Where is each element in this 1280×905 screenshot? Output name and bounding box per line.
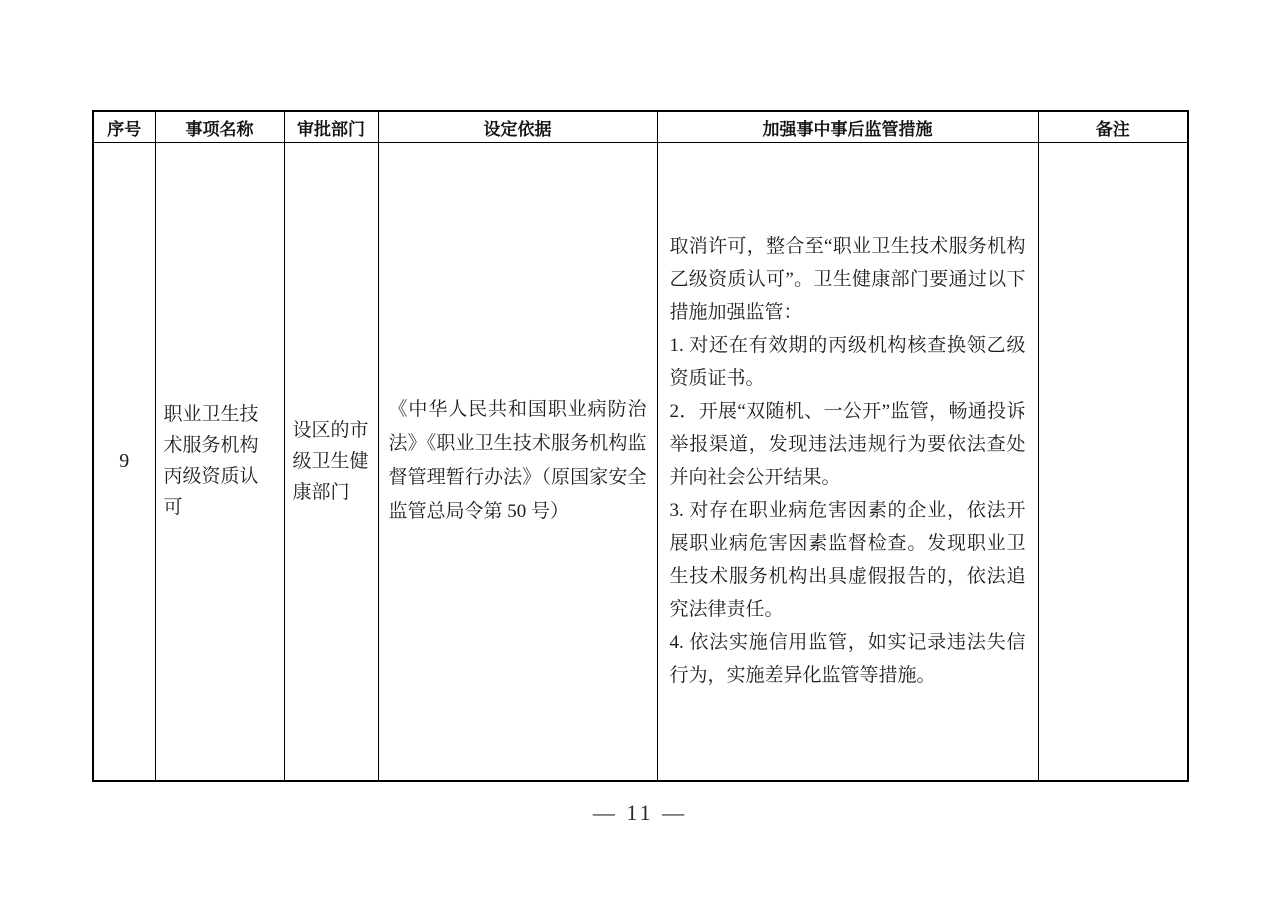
measure-paragraph: 2．开展“双随机、一公开”监管，畅通投诉举报渠道，发现违法违规行为要依法查处并向社会公开结果。 <box>669 401 1026 489</box>
measure-paragraph: 3. 对存在职业病危害因素的企业，依法开展职业病危害因素监督检查。发现职业卫生技术服务机构出具虚假报告的，依法追究法律责任。 <box>669 500 1026 621</box>
table-header-row <box>93 111 1188 143</box>
measure-paragraph: 取消许可，整合至“职业卫生技术服务机构乙级资质认可”。卫生健康部门要通过以下措施加强监管： <box>669 236 1026 324</box>
measure-paragraph: 4. 依法实施信用监管，如实记录违法失信行为，实施差异化监管等措施。 <box>669 632 1026 687</box>
header-item-name: 事项名称 <box>155 111 284 143</box>
cell-legal-basis: 《中华人民共和国职业病防治法》《职业卫生技术服务机构监督管理暂行办法》（原国家安全监管总局令第 50 号） <box>378 143 657 781</box>
header-legal-basis: 设定依据 <box>378 111 657 143</box>
cell-seq: 9 <box>93 143 155 781</box>
cell-item-name: 职业卫生技术服务机构丙级资质认可 <box>155 143 284 781</box>
header-seq: 序号 <box>93 111 155 143</box>
table-row <box>93 143 1188 781</box>
cell-remark <box>1038 143 1188 781</box>
page-number: — 11 — <box>592 800 688 825</box>
approval-items-table <box>92 110 1189 782</box>
header-remark: 备注 <box>1038 111 1188 143</box>
cell-approval-dept: 设区的市级卫生健康部门 <box>284 143 378 781</box>
measure-paragraph: 1. 对还在有效期的丙级机构核查换领乙级资质证书。 <box>669 335 1026 390</box>
header-approval-dept: 审批部门 <box>284 111 378 143</box>
cell-measures <box>657 143 1038 781</box>
header-measures: 加强事中事后监管措施 <box>657 111 1038 143</box>
